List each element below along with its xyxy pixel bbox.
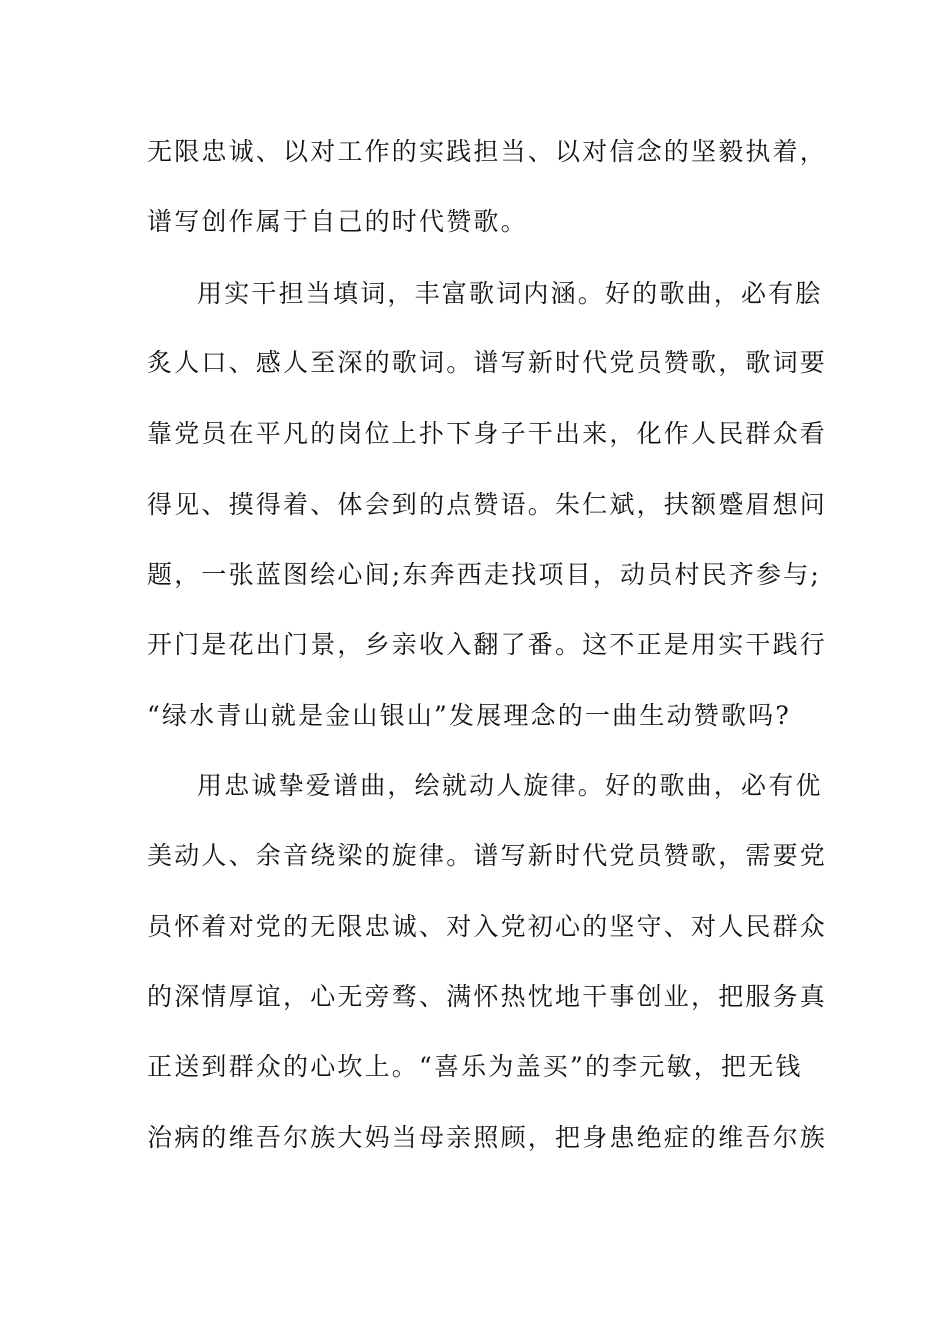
- text-line-5: 靠党员在平凡的岗位上扑下身子干出来，化作人民群众看: [147, 419, 828, 448]
- text-line-13: 的深情厚谊，心无旁骛、满怀热忱地干事创业，把服务真: [147, 982, 828, 1011]
- text-line-4: 炙人口、感人至深的歌词。谱写新时代党员赞歌，歌词要: [147, 348, 828, 377]
- text-line-7: 题，一张蓝图绘心间;东奔西走找项目，动员村民齐参与;: [147, 560, 822, 589]
- text-line-9: “绿水青山就是金山银山”发展理念的一曲生动赞歌吗?: [147, 701, 791, 730]
- paragraph-2-start: 用忠诚挚爱谱曲，绘就动人旋律。好的歌曲，必有优: [197, 771, 823, 800]
- text-line-15: 治病的维吾尔族大妈当母亲照顾，把身患绝症的维吾尔族: [147, 1123, 828, 1152]
- paragraph-1-start: 用实干担当填词，丰富歌词内涵。好的歌曲，必有脍: [197, 279, 823, 308]
- text-line-1: 无限忠诚、以对工作的实践担当、以对信念的坚毅执着，: [147, 137, 828, 166]
- text-line-8: 开门是花出门景，乡亲收入翻了番。这不正是用实干践行: [147, 630, 828, 659]
- text-line-12: 员怀着对党的无限忠诚、对入党初心的坚守、对人民群众: [147, 912, 828, 941]
- text-line-11: 美动人、余音绕梁的旋律。谱写新时代党员赞歌，需要党: [147, 841, 828, 870]
- text-line-2: 谱写创作属于自己的时代赞歌。: [147, 207, 528, 236]
- text-line-14: 正送到群众的心坎上。“喜乐为盖买”的李元敏，把无钱: [147, 1052, 803, 1081]
- text-line-6: 得见、摸得着、体会到的点赞语。朱仁斌，扶额蹙眉想问: [147, 490, 828, 519]
